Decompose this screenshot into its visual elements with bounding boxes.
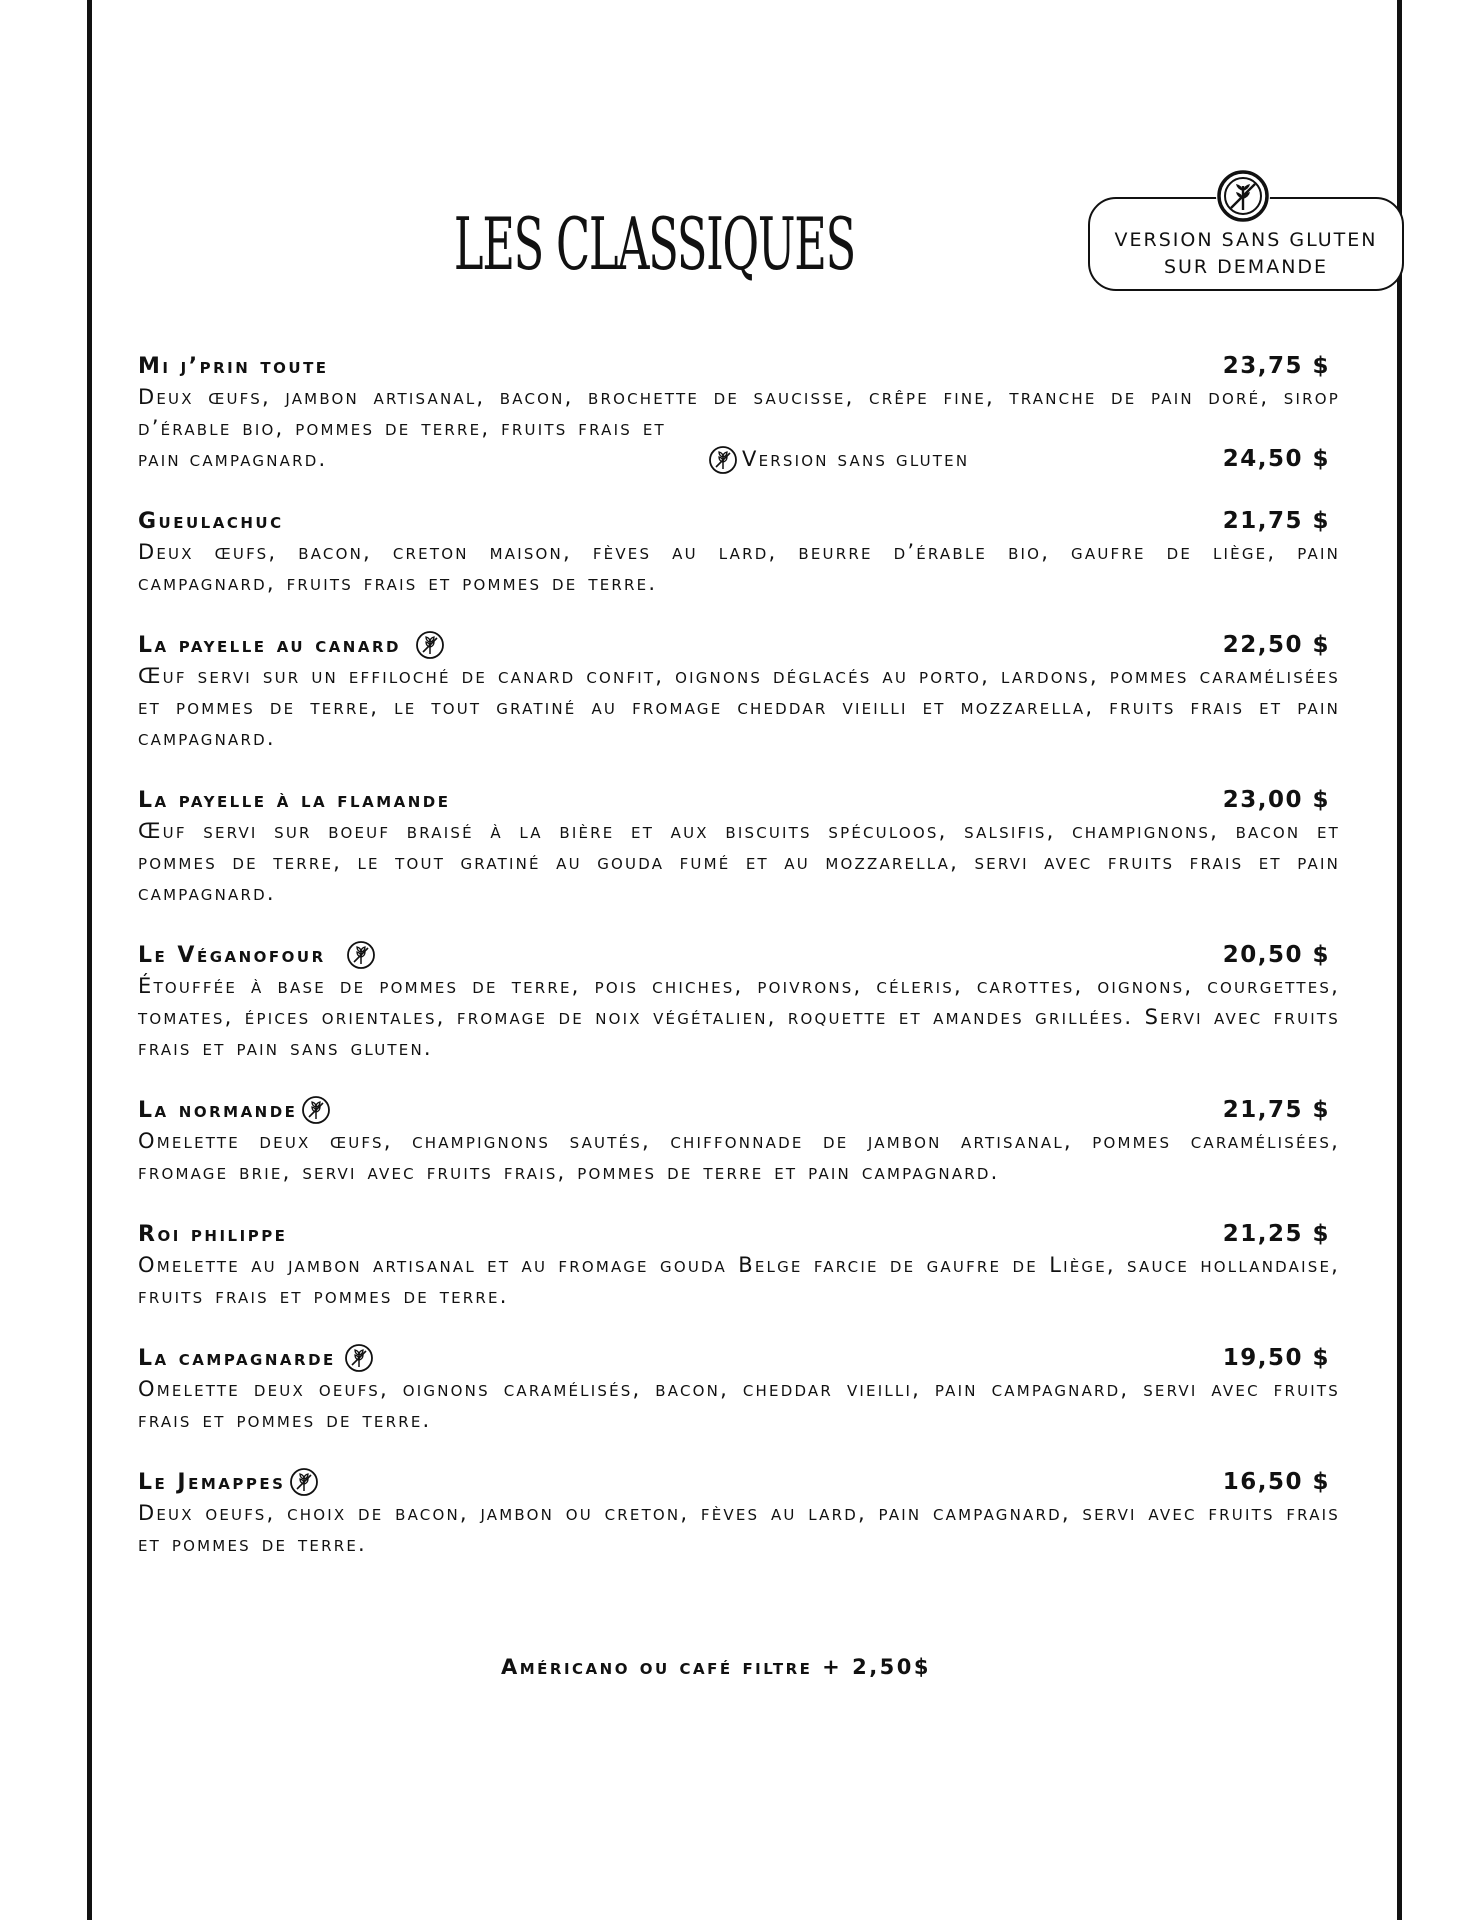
item-price: 16,50 $ [1222, 1469, 1330, 1495]
item-name: Gueulachuc [138, 508, 284, 534]
menu-item-mi-jprin-toute [138, 350, 1340, 475]
item-price: 23,75 $ [1222, 353, 1330, 379]
item-price: 21,75 $ [1222, 1097, 1330, 1123]
gluten-free-option [708, 444, 969, 475]
menu-item-payelle-flamande [138, 784, 1340, 909]
item-description: Deux oeufs, choix de bacon, jambon ou creton, fèves au lard, pain campagnard, servi avec fruits frais et pommes de terre. [138, 1501, 1340, 1556]
item-price: 21,25 $ [1222, 1221, 1330, 1247]
item-price: 22,50 $ [1222, 632, 1330, 658]
menu-item-payelle-canard [138, 629, 1340, 754]
item-name: Roi philippe [138, 1221, 288, 1247]
right-border-rule [1397, 0, 1402, 1920]
item-name: La campagnarde [138, 1345, 336, 1371]
item-description: Œuf servi sur un effiloché de canard confit, oignons déglacés au porto, lardons, pommes caramélisées et pommes de terre, le tout gratiné au fromage cheddar vieilli et mozzarella, fruits frais et pain campagnard. [138, 664, 1340, 750]
menu-item-normande [138, 1094, 1340, 1188]
menu-item-jemappes [138, 1466, 1340, 1560]
item-name: Le Jemappes [138, 1469, 286, 1495]
item-name: Mi j’prin toute [138, 353, 329, 379]
gluten-free-icon [289, 1467, 319, 1497]
item-name: La payelle à la flamande [138, 787, 451, 813]
item-description: Omelette au jambon artisanal et au fromage gouda Belge farcie de gaufre de Liège, sauce hollandaise, fruits frais et pommes de terre. [138, 1253, 1340, 1308]
item-name: La payelle au canard [138, 632, 401, 658]
item-description: Œuf servi sur boeuf braisé à la bière et aux biscuits spéculoos, salsifis, champignons, bacon et pommes de terre, le tout gratiné au gouda fumé et au mozzarella, servi avec fruits frais et pain campagnard. [138, 819, 1340, 905]
left-border-rule [87, 0, 92, 1920]
item-description: Étouffée à base de pommes de terre, pois chiches, poivrons, céleris, carottes, oignons, courgettes, tomates, épices orientales, fromage de noix végétalien, roquette et amandes grillées. Servi avec fruits frais et pain sans gluten. [138, 974, 1340, 1060]
item-name: La normande [138, 1097, 298, 1123]
item-price: 20,50 $ [1222, 942, 1330, 968]
menu-list [138, 350, 1340, 1590]
item-description: Omelette deux œufs, champignons sautés, chiffonnade de jambon artisanal, pommes caramélisées, fromage brie, servi avec fruits frais, pommes de terre et pain campagnard. [138, 1129, 1340, 1184]
gluten-free-price: 24,50 $ [1222, 446, 1330, 472]
item-price: 21,75 $ [1222, 508, 1330, 534]
badge-line-1: VERSION SANS GLUTEN [1114, 229, 1378, 251]
gluten-free-icon [708, 445, 738, 475]
coffee-addon-note: Américano ou café filtre + 2,50$ [500, 1655, 932, 1679]
gluten-free-icon [301, 1095, 331, 1125]
gluten-free-label: Version sans gluten [742, 447, 970, 471]
item-name: Le Véganofour [138, 942, 326, 968]
item-description: Deux œufs, jambon artisanal, bacon, brochette de saucisse, crêpe fine, tranche de pain doré, sirop d’érable bio, pommes de terre, fruits frais et [138, 385, 1340, 440]
item-description: Deux œufs, bacon, creton maison, fèves au lard, beurre d’érable bio, gaufre de liège, pain campagnard, fruits frais et pommes de terre. [138, 540, 1340, 595]
gluten-free-icon [344, 1343, 374, 1373]
item-description: Omelette deux oeufs, oignons caramélisés, bacon, cheddar vieilli, pain campagnard, servi avec fruits frais et pommes de terre. [138, 1377, 1340, 1432]
menu-item-campagnarde [138, 1342, 1340, 1436]
menu-item-gueulachuc [138, 505, 1340, 599]
item-price: 19,50 $ [1222, 1345, 1330, 1371]
item-price: 23,00 $ [1222, 787, 1330, 813]
menu-item-veganofour [138, 939, 1340, 1064]
page-title: LES CLASSIQUES [453, 202, 855, 286]
gluten-free-icon [415, 630, 445, 660]
item-description-end: pain campagnard. [138, 447, 328, 471]
gluten-free-icon [346, 940, 376, 970]
gluten-free-icon [1216, 169, 1270, 223]
badge-line-2: SUR DEMANDE [1163, 256, 1329, 278]
menu-item-roi-philippe [138, 1218, 1340, 1312]
